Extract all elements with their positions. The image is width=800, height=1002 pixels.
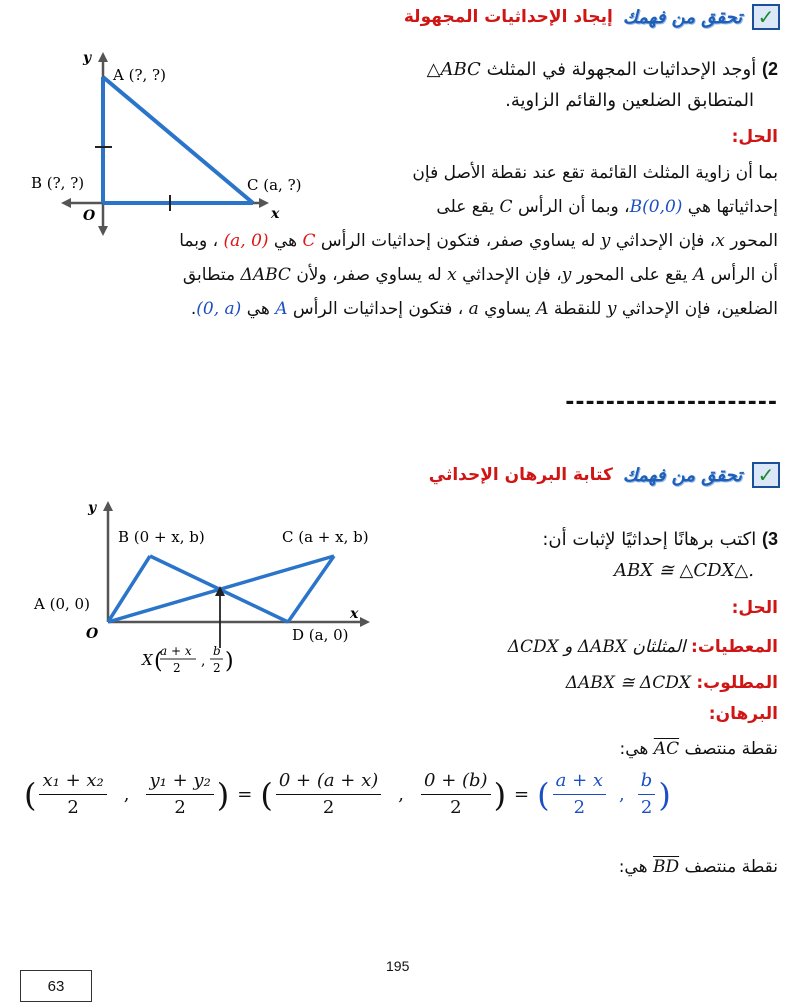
svg-text:2: 2: [173, 661, 181, 675]
verify-label: تحقق من فهمك: [622, 464, 742, 486]
given-line: المعطيات: المثلثان ΔABX و ΔCDX: [507, 637, 778, 657]
question-text-line2: المتطابق الضلعين والقائم الزاوية.: [505, 90, 754, 111]
page-number-center: 195: [386, 958, 410, 974]
svg-text:b: b: [213, 644, 221, 658]
page-number-box: 63: [20, 970, 92, 1002]
proof-label: البرهان:: [708, 704, 778, 724]
vertex-b-label: B (?, ?): [31, 174, 85, 192]
exercise-number: 3): [761, 529, 778, 549]
question-3: [378, 524, 778, 586]
origin-label: O: [83, 208, 96, 224]
triangle-symbol: △ABC: [426, 59, 481, 80]
vertex-b-label: B (0 + x, b): [118, 528, 205, 546]
vertex-d-label: D (a, 0): [292, 626, 349, 644]
exercise-number: 2): [761, 59, 778, 79]
vertex-a-label: A (0, 0): [34, 595, 90, 613]
section2-header: [429, 462, 780, 488]
x-axis-label: x: [271, 206, 280, 222]
question-2: [308, 54, 778, 116]
solution-paragraph-2: المحور x، فإن الإحداثي y له يساوي صفر، فتكون إحداثيات الرأس C هي (a, 0) ، وبما أن الرأس A يقع على المحور y، فإن الإحداثي x له يساوي صفر، ولأن ΔABC متطابق الضلعين، فإن الإحداثي y للنقطة A يساوي a ، فتكون إحداثيات الرأس A هي (0, a).: [179, 231, 778, 319]
section-topic: كتابة البرهان الإحداثي: [428, 465, 613, 485]
solution-paragraph-1: بما أن زاوية المثلث القائمة تقع عند نقطة الأصل فإن إحداثياتها هي B(0,0)، وبما أن الرأس C يقع على: [412, 163, 778, 217]
checkbox-icon: ✓: [752, 462, 780, 488]
midpoint-formula: ( $\frac{\text{x₁ + x₂}}{2}$ , $\frac{\text{y₁ + y₂}}{2}$ ) = ( $\frac{0 + (a + x)}{2}$ , $\frac{0 + (b)}{2}$ ) = ( $\frac{a + x}{2}$ , $\frac{b}{2}$ ): [24, 770, 671, 818]
triangle-graph: [31, 50, 302, 235]
triangle-side-ac: [103, 77, 253, 203]
section1-header: [404, 4, 780, 30]
y-axis-label: y: [88, 500, 97, 516]
svg-text:2: 2: [213, 661, 221, 675]
question-text: أوجد الإحداثيات المجهولة في المثلث: [480, 59, 757, 80]
checkbox-icon: ✓: [752, 4, 780, 30]
required-line: المطلوب: ΔABX ≅ ΔCDX: [565, 673, 778, 693]
svg-text:): ): [225, 649, 234, 674]
section-divider: ---------------------: [565, 390, 778, 415]
section-topic: إيجاد الإحداثيات المجهولة: [403, 7, 613, 27]
point-x-label: X: [142, 651, 153, 669]
proof-graph: [20, 498, 380, 678]
solution-label: الحل:: [731, 127, 778, 147]
question-text: اكتب برهانًا إحداثيًا لإثبات أن:: [542, 529, 757, 550]
solution-label: الحل:: [731, 598, 778, 618]
x-axis-label: x: [350, 606, 359, 622]
svg-text:(: (: [154, 649, 163, 674]
y-axis-label: y: [83, 50, 92, 66]
vertex-c-label: C (a, ?): [247, 176, 302, 194]
verify-label: تحقق من فهمك: [622, 6, 742, 28]
svg-text:,: ,: [201, 653, 206, 669]
vertex-c-label: C (a + x, b): [282, 528, 369, 546]
origin-label: O: [86, 626, 99, 642]
svg-text:a + x: a + x: [160, 644, 192, 658]
vertex-a-label: A (?, ?): [113, 66, 166, 84]
question-text-line2: .△ABX ≅ △CDX: [613, 560, 754, 581]
midpoint-bd-line: نقطة منتصف BD هي:: [618, 857, 778, 877]
midpoint-ac-line: نقطة منتصف AC هي:: [619, 739, 778, 759]
